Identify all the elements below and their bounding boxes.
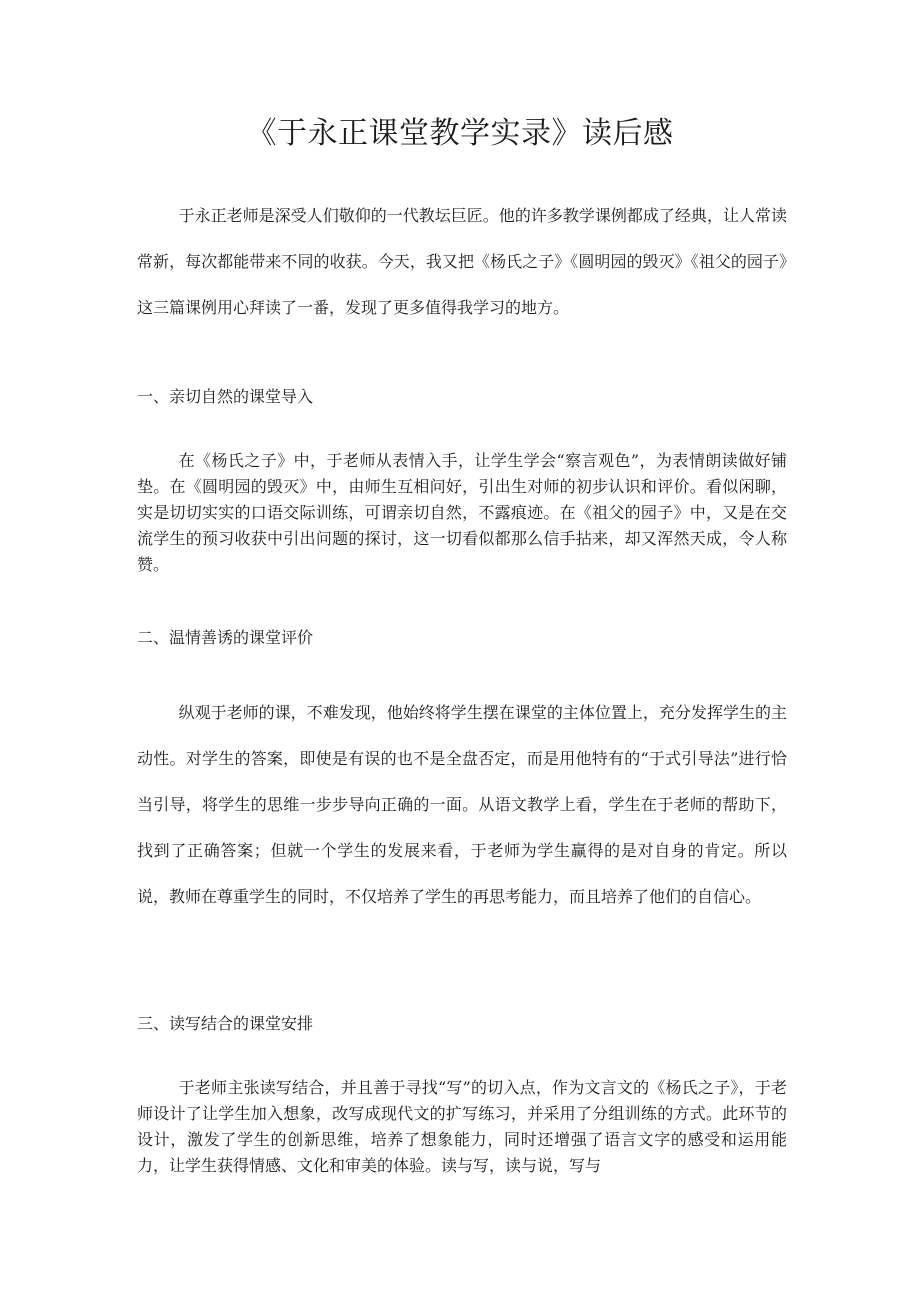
section-heading-3: 三、读写结合的课堂安排 (137, 1014, 314, 1033)
section-body-1: 在《杨氏之子》中，于老师从表情入手，让学生学会“察言观色”，为表情朗读做好铺垫。在《圆明园的毁灭》中，由师生互相问好，引出生对师的初步认识和评价。看似闲聊，实是切切实实的口语交际训练，可谓亲切自然，不露痕迹。在《祖父的园子》中，又是在交流学生的预习收获中引出问题的探讨，这一切看似都那么信手拈来，却又浑然天成，令人称赞。 (137, 451, 787, 574)
intro-paragraph: 于永正老师是深受人们敬仰的一代教坛巨匠。他的许多教学课例都成了经典，让人常读常新，每次都能带来不同的收获。今天，我又把《杨氏之子》《圆明园的毁灭》《祖父的园子》这三篇课例用心拜读了一番，发现了更多值得我学习的地方。 (137, 206, 787, 317)
section-body-2: 纵观于老师的课，不难发现，他始终将学生摆在课堂的主体位置上，充分发挥学生的主动性。对学生的答案，即使是有误的也不是全盘否定，而是用他特有的“于式引导法”进行恰当引导，将学生的思维一步步导向正确的一面。从语文教学上看，学生在于老师的帮助下，找到了正确答案；但就一个学生的发展来看，于老师为学生赢得的是对自身的肯定。所以说，教师在尊重学生的同时，不仅培养了学生的再思考能力，而且培养了他们的自信心。 (137, 703, 787, 906)
section-heading-1: 一、亲切自然的课堂导入 (137, 387, 314, 406)
document-title: 《于永正课堂教学实录》读后感 (246, 116, 674, 151)
section-heading-2: 二、温情善诱的课堂评价 (137, 628, 314, 647)
section-body-3: 于老师主张读写结合，并且善于寻找“写”的切入点，作为文言文的《杨氏之子》，于老师设计了让学生加入想象，改写成现代文的扩写练习，并采用了分组训练的方式。此环节的设计，激发了学生的创新思维，培养了想象能力，同时还增强了语言文字的感受和运用能力，让学生获得情感、文化和审美的体验。读与写，读与说，写与 (137, 1078, 787, 1175)
